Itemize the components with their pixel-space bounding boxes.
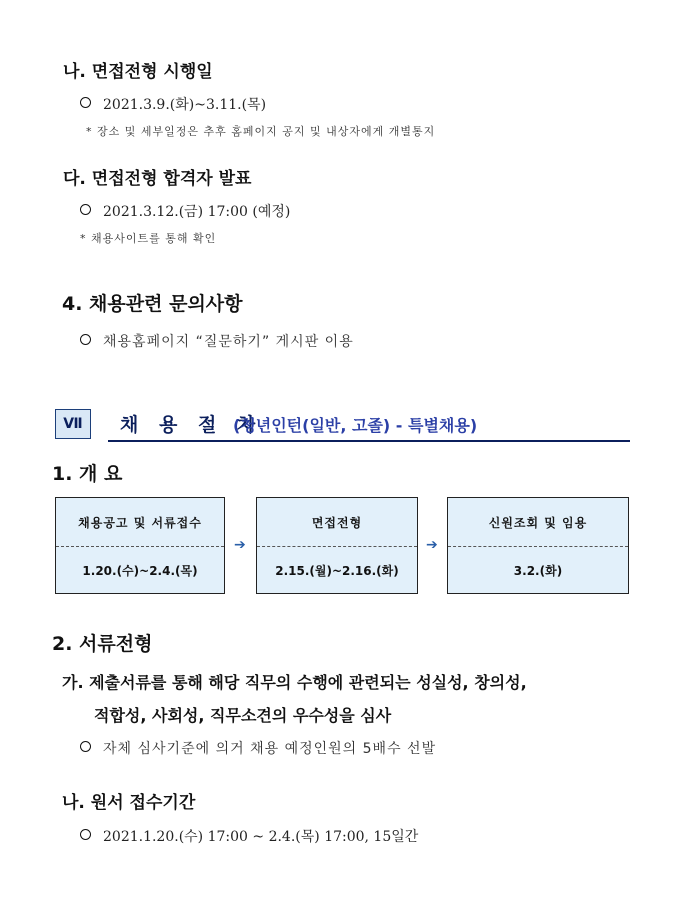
overview-heading: 1. 개 요 [52,463,123,485]
circle-bullet-icon [80,97,91,108]
section-underline [108,440,630,442]
flow-step-date: 3.2.(화) [513,563,563,578]
flow-step-2 [256,497,418,594]
flow-step-date: 1.20.(수)~2.4.(목) [82,563,198,578]
interview-date-heading: 나. 면접전형 시행일 [63,62,213,82]
interview-date-note: * 장소 및 세부일정은 추후 홈페이지 공지 및 내상자에게 개별통지 [86,125,436,138]
flow-step-3 [447,497,629,594]
section-subtitle: (청년인턴(일반, 고졸) - 특별채용) [233,416,478,435]
inquiry-text: 채용홈페이지 “질문하기” 게시판 이용 [103,334,354,350]
arrow-right-icon: ➔ [234,537,246,553]
interview-date-text: 2021.3.9.(화)~3.11.(목) [103,97,267,113]
circle-bullet-icon [80,334,91,345]
result-heading: 다. 면접전형 합격자 발표 [63,169,252,189]
section-number-badge: Ⅶ [55,409,91,439]
flow-step-date: 2.15.(월)~2.16.(화) [275,563,399,578]
result-note: * 채용사이트를 통해 확인 [80,232,217,245]
document-screening-heading: 2. 서류전형 [52,633,153,655]
result-date-bullet [80,201,290,221]
arrow-right-icon: ➔ [426,537,438,553]
screening-bullet-text: 자체 심사기준에 의거 채용 예정인원의 5배수 선발 [103,741,437,757]
screening-bullet [80,738,436,758]
circle-bullet-icon [80,829,91,840]
flow-step-label: 면접전형 [311,515,363,530]
flow-step-1 [55,497,225,594]
section-title: 채 용 절 차 [120,414,263,436]
screening-criteria-line1: 가. 제출서류를 통해 해당 직무의 수행에 관련되는 성실성, 창의성, [62,673,527,692]
inquiry-bullet [80,331,354,351]
circle-bullet-icon [80,204,91,215]
interview-date-bullet [80,94,266,114]
circle-bullet-icon [80,741,91,752]
screening-criteria-line2: 적합성, 사회성, 직무소견의 우수성을 심사 [94,706,392,725]
flow-step-label: 채용공고 및 서류접수 [78,515,202,530]
flow-step-label: 신원조회 및 임용 [488,515,588,530]
result-date-text: 2021.3.12.(금) 17:00 (예정) [103,204,291,220]
application-period-heading: 나. 원서 접수기간 [62,793,196,813]
application-period-text: 2021.1.20.(수) 17:00 ~ 2.4.(목) 17:00, 15일간 [103,829,419,845]
inquiry-heading: 4. 채용관련 문의사항 [62,293,243,315]
application-period-bullet [80,826,418,846]
